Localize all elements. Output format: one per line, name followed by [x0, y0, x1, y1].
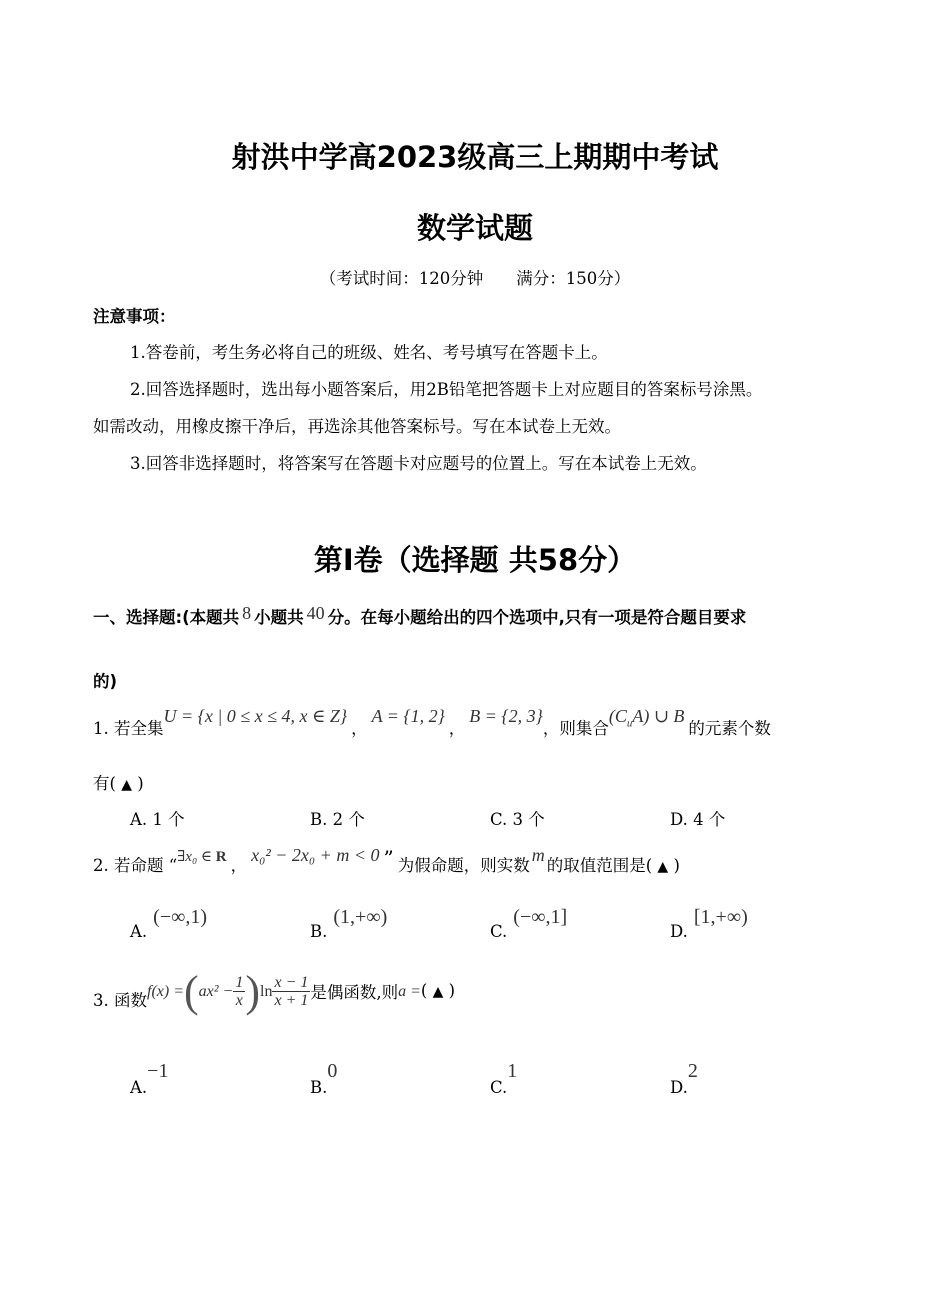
q3-prefix: 3. 函数: [93, 991, 147, 1010]
q2-option-a: [130, 906, 207, 941]
q3-close: ): [448, 981, 456, 1000]
q2-comma: ，: [230, 856, 248, 875]
q2-option-c-label: C.: [490, 922, 508, 941]
q3-func-lhs: f(x) =: [147, 983, 184, 1000]
notice-item-1: 1.答卷前，考生务必将自己的班级、姓名、考号填写在答题卡上。: [130, 343, 608, 362]
question-1-line2: [93, 770, 144, 794]
q1-line2: 有(: [93, 774, 116, 793]
notice-item-3: 3.回答非选择题时，将答案写在答题卡对应题号的位置上。写在本试卷上无效。: [130, 454, 707, 473]
q2-mid: 为假命题，则实数: [397, 856, 530, 875]
q2-bold-r: R: [215, 849, 227, 865]
q1-close: ): [137, 774, 144, 793]
notice-heading: 注意事项：: [93, 307, 176, 326]
q3-left-paren: (: [184, 967, 199, 1016]
q2-option-b-value: (1,+∞): [333, 906, 388, 928]
q3-fraction-1: [233, 974, 245, 1009]
q3-option-a: [130, 1060, 168, 1097]
q3-ln: ln: [260, 983, 273, 1000]
q2-inequality: x₀² − 2x₀ + m < 0: [251, 845, 380, 865]
q1-expr-sub: u: [626, 717, 633, 730]
q1-option-c: C. 3 个: [490, 810, 545, 829]
q1-option-b: B. 2 个: [310, 810, 365, 829]
notice-item-2: 2.回答选择题时，选出每小题答案后，用2B铅笔把答题卡上对应题目的答案标号涂黑。: [130, 380, 763, 399]
section-heading-a: 一、选择题:(本题共: [93, 608, 240, 627]
q2-option-a-label: A.: [130, 922, 148, 941]
q2-var: m: [531, 845, 545, 865]
q1-option-a: A. 1 个: [130, 810, 185, 829]
q1-option-d: D. 4 个: [670, 810, 726, 829]
question-3: [93, 966, 455, 1017]
q2-option-d: [670, 906, 748, 941]
q2-prefix: 2. 若命题 “: [93, 856, 178, 875]
q2-exist-text: ∃x₀ ∈: [177, 849, 213, 865]
q2-exist: [177, 849, 226, 865]
q1-expr-head: (C: [608, 706, 627, 726]
q3-option-c: [490, 1060, 517, 1097]
q3-option-d-label: D.: [670, 1078, 688, 1097]
q3-option-b: [310, 1060, 337, 1097]
q1-prefix: 1. 若全集: [93, 719, 164, 738]
question-1: [93, 706, 771, 739]
exam-title: 射洪中学高2023级高三上期期中考试: [231, 140, 719, 174]
points-count: 40: [306, 603, 325, 623]
q3-option-a-value: −1: [147, 1060, 169, 1082]
q3-frac1-den: x: [235, 992, 243, 1009]
q3-open: (: [420, 981, 428, 1000]
q3-fraction-2: [272, 974, 310, 1009]
q3-func-mid: ax² −: [198, 983, 234, 1000]
q1-tail: 的元素个数: [688, 719, 771, 738]
q2-quote-close: ”: [383, 846, 394, 870]
answer-mark-triangle: ▲: [432, 984, 444, 1000]
part1-title: 第Ⅰ卷（选择题 共58分）: [313, 543, 637, 577]
q1-set-b: B = {2, 3}: [469, 706, 543, 726]
section-heading-c: 分。在每小题给出的四个选项中,只有一项是符合题目要求: [327, 608, 747, 627]
q1-expr-tail: A) ∪ B: [632, 706, 685, 726]
q1-expr: [608, 706, 685, 730]
section-heading-b: 小题共: [254, 608, 304, 627]
question-count: 8: [242, 603, 252, 623]
q2-option-c: [490, 906, 567, 941]
q1-mid: ，则集合: [542, 719, 609, 738]
q3-mid: 是偶函数,则: [310, 983, 399, 1002]
section-heading-end: 的): [93, 672, 118, 691]
exam-subtitle: 数学试题: [416, 211, 533, 245]
q2-option-c-value: (−∞,1]: [513, 906, 568, 928]
q2-option-a-value: (−∞,1): [153, 906, 208, 928]
q2-tail: 的取值范围是(: [546, 856, 653, 875]
question-2: [93, 845, 680, 876]
answer-mark-triangle: ▲: [657, 859, 669, 875]
q1-sep1: ，: [351, 719, 368, 738]
q2-close: ): [673, 856, 680, 875]
q3-option-c-value: 1: [507, 1060, 518, 1082]
q1-sep2: ，: [448, 719, 466, 738]
q3-frac2-num: x − 1: [274, 974, 309, 991]
q2-option-d-value: [1,+∞): [693, 906, 748, 928]
section-heading: [93, 603, 746, 628]
q2-option-d-label: D.: [670, 922, 688, 941]
q3-var: a =: [398, 983, 421, 1000]
q3-right-paren: ): [245, 967, 261, 1016]
q3-option-b-value: 0: [327, 1060, 338, 1082]
notice-item-2-cont: 如需改动，用橡皮擦干净后，再选涂其他答案标号。写在本试卷上无效。: [93, 417, 621, 436]
answer-mark-triangle: ▲: [121, 777, 132, 793]
q3-option-d: [670, 1060, 698, 1097]
q1-set-u: U = {x | 0 ≤ x ≤ 4, x ∈ Z}: [163, 706, 348, 726]
q2-option-b-label: B.: [310, 922, 328, 941]
q2-option-b: [310, 906, 387, 941]
q3-frac1-num: 1: [235, 974, 244, 991]
q3-option-d-value: 2: [687, 1060, 698, 1082]
q3-frac2-den: x + 1: [274, 992, 309, 1009]
q3-option-b-label: B.: [310, 1078, 328, 1097]
exam-info: （考试时间：120分钟 满分：150分）: [319, 269, 631, 288]
q3-option-c-label: C.: [490, 1078, 508, 1097]
q1-set-a: A = {1, 2}: [371, 706, 445, 726]
q3-option-a-label: A.: [130, 1078, 148, 1097]
